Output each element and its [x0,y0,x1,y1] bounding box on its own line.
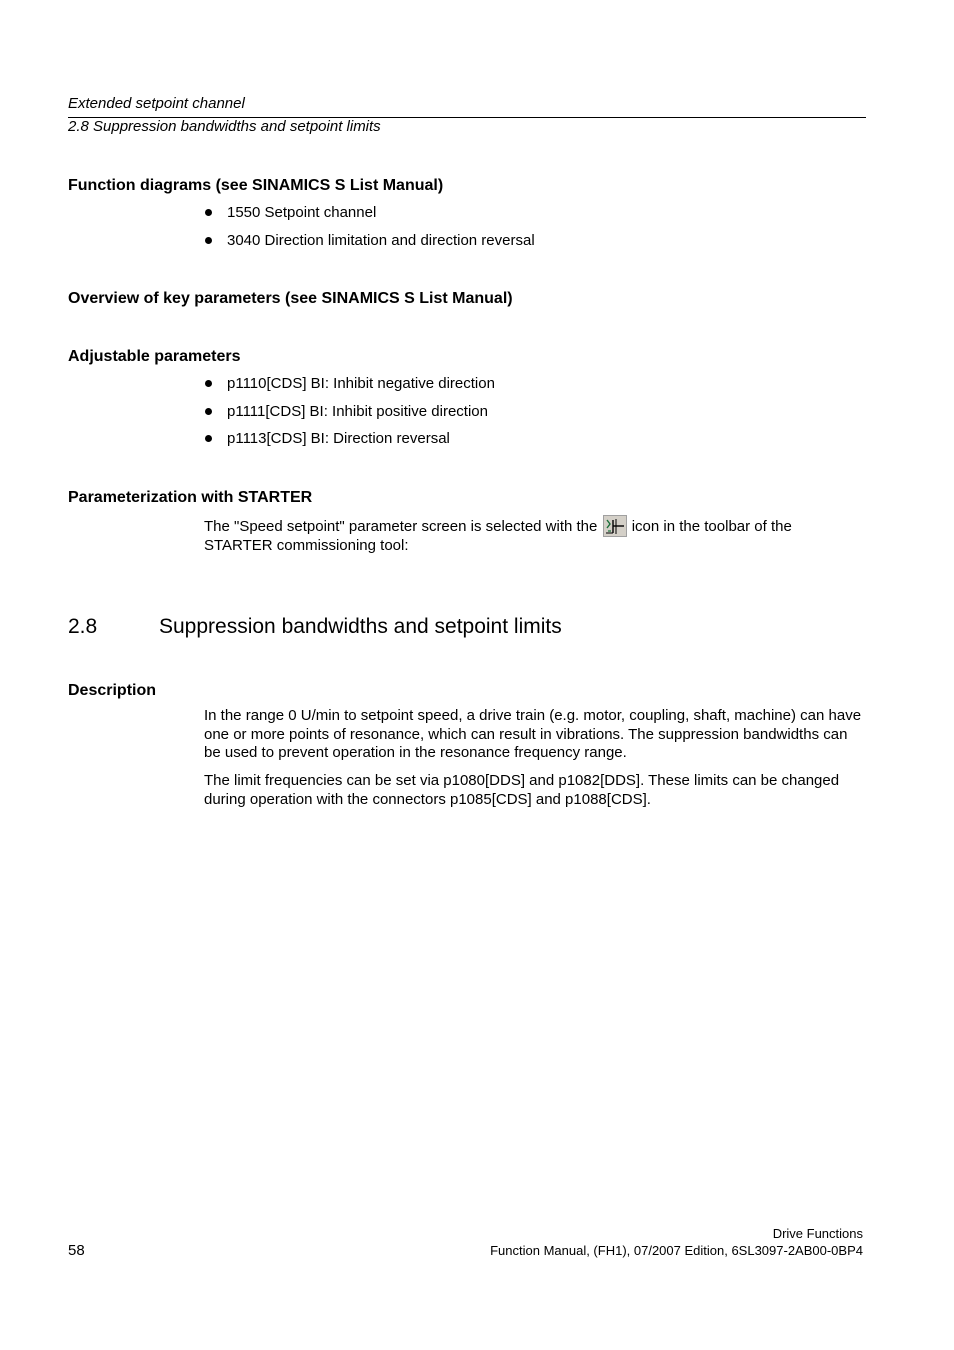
description-heading: Description [68,682,157,699]
starter-text-before: The "Speed setpoint" parameter screen is selected with the [204,518,598,535]
bullet-icon [205,408,212,415]
starter-text-line2: STARTER commissioning tool: [204,537,409,554]
list-item: p1113[CDS] BI: Direction reversal [227,430,450,447]
list-item: 1550 Setpoint channel [227,204,377,221]
speed-setpoint-toolbar-icon [603,515,627,537]
bullet-icon [205,209,212,216]
overview-heading: Overview of key parameters (see SINAMICS S List Manual) [68,290,513,307]
starter-heading: Parameterization with STARTER [68,489,313,506]
starter-text-after: icon in the toolbar of the [631,518,792,535]
section-title: Suppression bandwidths and setpoint limits [159,615,562,638]
running-header-section: 2.8 Suppression bandwidths and setpoint limits [68,118,381,135]
description-paragraph-2: The limit frequencies can be set via p1080[DDS] and p1082[DDS]. These limits can be changed during operation with the connectors p1085[CDS] and p1088[CDS]. [204,772,840,808]
footer-manual-info: Function Manual, (FH1), 07/2007 Edition, 6SL3097-2AB00-0BP4 [490,1243,863,1258]
description-paragraph-1: In the range 0 U/min to setpoint speed, a drive train (e.g. motor, coupling, shaft, machine) can have one or more points of resonance, which can result in vibrations. The suppression bandwidths can be used to prevent operation in the resonance frequency range. [204,707,862,761]
function-diagrams-heading: Function diagrams (see SINAMICS S List Manual) [68,177,444,194]
footer-title: Drive Functions [772,1226,863,1241]
page-number: 58 [68,1242,85,1259]
section-number: 2.8 [68,615,98,638]
bullet-icon [205,380,212,387]
list-item: 3040 Direction limitation and direction reversal [227,232,535,249]
running-header-chapter: Extended setpoint channel [68,95,245,112]
starter-paragraph [204,515,864,556]
list-item: p1111[CDS] BI: Inhibit positive direction [227,403,488,420]
bullet-icon [205,237,212,244]
list-item: p1110[CDS] BI: Inhibit negative direction [227,375,495,392]
bullet-icon [205,435,212,442]
adjustable-parameters-heading: Adjustable parameters [68,348,241,365]
section-heading [68,614,562,640]
